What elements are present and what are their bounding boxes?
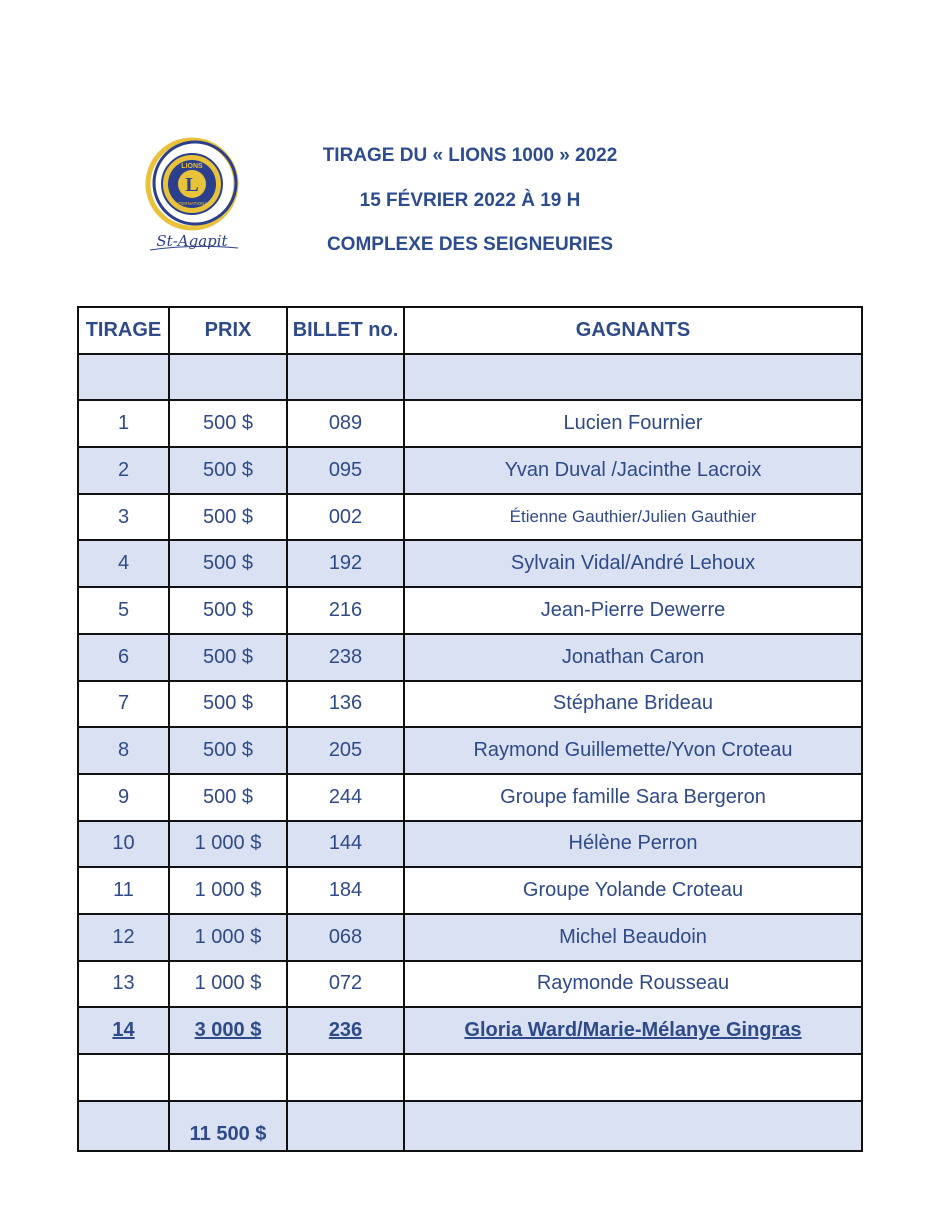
prix-cell: 500 $ [169,400,287,447]
gagnants-cell: Yvan Duval /Jacinthe Lacroix [404,447,862,494]
gagnants-cell: Stéphane Brideau [404,681,862,728]
billet-cell: 068 [287,914,404,961]
prix-cell: 500 $ [169,774,287,821]
billet-cell: 095 [287,447,404,494]
table-row [78,634,862,681]
table-row [78,774,862,821]
tirage-cell: 10 [78,821,169,868]
prix-cell: 500 $ [169,494,287,541]
table-row [78,681,862,728]
gagnants-cell: Groupe famille Sara Bergeron [404,774,862,821]
table-row [78,867,862,914]
billet-cell: 089 [287,400,404,447]
gagnants-cell: Raymonde Rousseau [404,961,862,1008]
gagnants-cell: Gloria Ward/Marie-Mélanye Gingras [404,1007,862,1054]
prix-cell: 1 000 $ [169,961,287,1008]
prix-cell: 500 $ [169,447,287,494]
prix-cell: 500 $ [169,681,287,728]
billet-cell: 192 [287,540,404,587]
column-header-billet: BILLET no. [287,307,404,354]
tirage-cell: 1 [78,400,169,447]
logo-letter: L [185,174,199,196]
gagnants-cell: Hélène Perron [404,821,862,868]
tirage-cell: 9 [78,774,169,821]
tirage-cell: 8 [78,727,169,774]
prix-cell: 500 $ [169,540,287,587]
billet-cell: 144 [287,821,404,868]
column-header-prix: PRIX [169,307,287,354]
gagnants-cell: Sylvain Vidal/André Lehoux [404,540,862,587]
tirage-cell: 5 [78,587,169,634]
tirage-cell: 12 [78,914,169,961]
prix-cell: 500 $ [169,587,287,634]
gagnants-cell: Lucien Fournier [404,400,862,447]
billet-cell: 236 [287,1007,404,1054]
prix-cell: 500 $ [169,634,287,681]
gagnants-cell: Jonathan Caron [404,634,862,681]
empty-row [78,1054,862,1101]
prix-cell: 1 000 $ [169,867,287,914]
table-row [78,494,862,541]
table-row [78,961,862,1008]
results-table [77,306,863,1152]
tirage-cell: 14 [78,1007,169,1054]
event-location: COMPLEXE DES SEIGNEURIES [326,234,614,255]
table-row [78,400,862,447]
total-prix-cell: 11 500 $ [169,1101,287,1152]
billet-cell: 002 [287,494,404,541]
empty-row [78,354,862,401]
billet-cell: 072 [287,961,404,1008]
tirage-cell: 7 [78,681,169,728]
prix-cell: 1 000 $ [169,914,287,961]
column-header-gagnants: GAGNANTS [404,307,862,354]
billet-cell: 216 [287,587,404,634]
gagnants-cell: Raymond Guillemette/Yvon Croteau [404,727,862,774]
table-row [78,587,862,634]
prix-cell: 500 $ [169,727,287,774]
table-row [78,447,862,494]
page-title: TIRAGE DU « LIONS 1000 » 2022 [322,145,618,166]
billet-cell: 136 [287,681,404,728]
billet-cell: 238 [287,634,404,681]
tirage-cell: 11 [78,867,169,914]
gagnants-cell: Michel Beaudoin [404,914,862,961]
table-row [78,821,862,868]
tirage-cell: 4 [78,540,169,587]
lions-club-logo [142,136,246,258]
total-row [78,1101,862,1152]
tirage-cell: 3 [78,494,169,541]
tirage-cell: 6 [78,634,169,681]
logo-subtext: INTERNATIONAL [174,201,210,206]
billet-cell: 205 [287,727,404,774]
grand-prize-row [78,1007,862,1054]
prix-cell: 3 000 $ [169,1007,287,1054]
tirage-cell: 13 [78,961,169,1008]
logo-text: LIONS [181,163,203,170]
prix-cell: 1 000 $ [169,821,287,868]
table-row [78,540,862,587]
logo-signature: St-Agapit [156,232,228,250]
table-row [78,727,862,774]
gagnants-cell: Groupe Yolande Croteau [404,867,862,914]
table-row [78,914,862,961]
billet-cell: 244 [287,774,404,821]
gagnants-cell: Étienne Gauthier/Julien Gauthier [404,494,862,541]
table-header [78,307,862,354]
event-date: 15 FÉVRIER 2022 À 19 H [359,190,581,211]
tirage-cell: 2 [78,447,169,494]
column-header-tirage: TIRAGE [78,307,169,354]
gagnants-cell: Jean-Pierre Dewerre [404,587,862,634]
billet-cell: 184 [287,867,404,914]
